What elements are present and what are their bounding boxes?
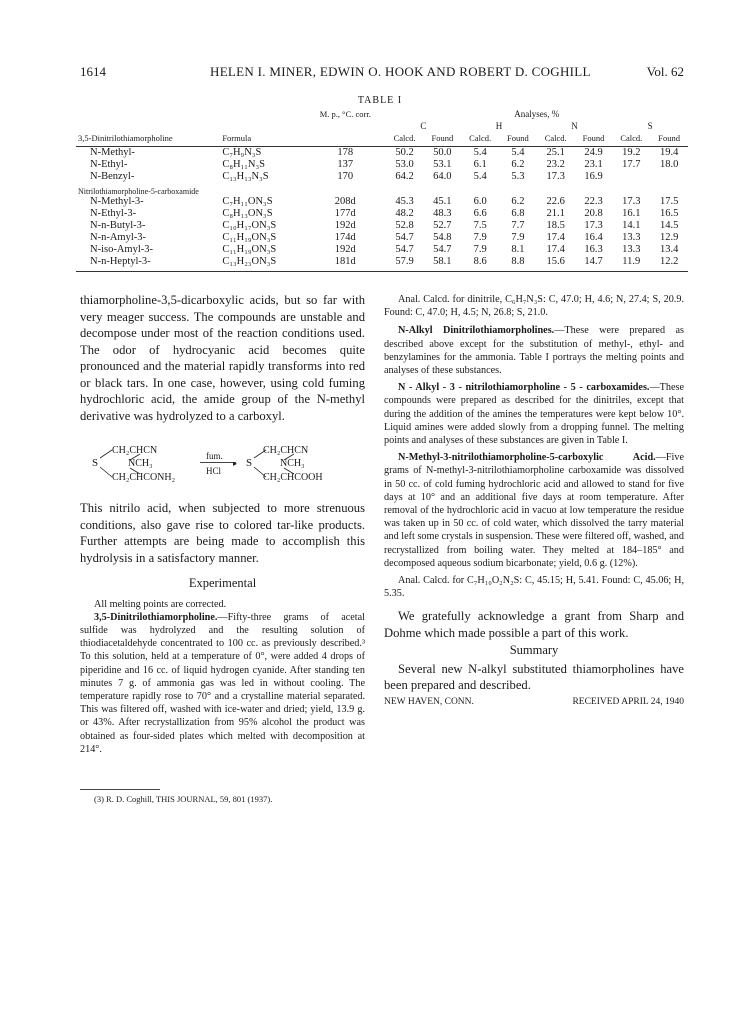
analyses-label: Analyses, % bbox=[514, 109, 560, 119]
value-cell: 178 bbox=[337, 147, 354, 158]
reaction-scheme bbox=[90, 445, 360, 495]
compound-heading: 3,5-Dinitrilothiamorpholine. bbox=[94, 611, 218, 623]
table-row bbox=[76, 232, 688, 244]
table-row bbox=[76, 256, 688, 272]
compound-name: N-n-Heptyl-3- bbox=[76, 256, 220, 272]
scheme-left-bottom: CH₂CHCONH₂ bbox=[112, 472, 176, 483]
value-cell: 137 bbox=[337, 159, 354, 170]
group1-header: 3,5-Dinitrilothiamorpholine bbox=[76, 132, 220, 147]
table-row bbox=[76, 220, 688, 232]
compound-name: N-n-Butyl-3- bbox=[90, 220, 146, 231]
value-cell: 5.4 bbox=[511, 147, 525, 158]
found-header: Found bbox=[575, 132, 613, 147]
formula: C₁₃H₁₃N₃S bbox=[222, 171, 269, 182]
compound-name: N-Ethyl- bbox=[90, 159, 128, 170]
value-cell: 14.1 bbox=[622, 220, 641, 231]
value-cell: 25.1 bbox=[546, 147, 565, 158]
scheme-right-bottom: CH₂CHCOOH bbox=[263, 472, 323, 483]
formula: C₁₁H₁₉ON₃S bbox=[222, 244, 277, 255]
value-cell: 6.8 bbox=[511, 208, 525, 219]
analyses-header bbox=[386, 108, 688, 120]
calcd-header: Calcd. bbox=[386, 132, 424, 147]
table-row bbox=[76, 196, 688, 208]
value-cell: 11.9 bbox=[612, 256, 650, 272]
element-n: N bbox=[571, 121, 578, 131]
value-cell: 24.9 bbox=[584, 147, 603, 158]
value-cell: 45.1 bbox=[433, 196, 452, 207]
value-cell: 181d bbox=[305, 256, 386, 272]
formula: C₁₀H₁₇ON₃S bbox=[222, 220, 277, 231]
formula: C₇H₁₁ON₃S bbox=[222, 196, 273, 207]
value-cell: 7.9 bbox=[473, 232, 487, 243]
paragraph: thiamorpholine-3,5-dicarboxylic acids, but so far with very meager success. The compounds are unstable and decompose under most of the reaction conditions used. The odor of hydrocyanic acid becomes quite pronounced and the material rapidly transforms into red or black tars. In one case, however, using cold fuming hydrochloric acid, the amide group of the N-methyl derivative was hydrolyzed to a carboxyl. bbox=[80, 293, 365, 423]
value-cell: 20.8 bbox=[584, 208, 603, 219]
summary-text: Several new N-alkyl substituted thiamorpholines have been prepared and described. bbox=[384, 661, 684, 693]
value-cell: 19.4 bbox=[659, 147, 679, 158]
left-column bbox=[80, 292, 365, 424]
analysis: Anal. Calcd. for C₇H₁₀O₂N₂S: C, 45.15; H, 5.41. Found: C, 45.06; H, 5.35. bbox=[384, 575, 684, 600]
value-cell: 18.0 bbox=[659, 159, 679, 170]
value-cell: 12.9 bbox=[659, 232, 679, 243]
compound-name: N-n-Amyl-3- bbox=[90, 232, 146, 243]
value-cell: 52.8 bbox=[395, 220, 414, 231]
value-cell: 16.4 bbox=[584, 232, 603, 243]
found-header: Found bbox=[499, 132, 537, 147]
value-cell: 15.6 bbox=[537, 256, 575, 272]
value-cell: 53.0 bbox=[395, 159, 414, 170]
section-heading-summary: Summary bbox=[509, 643, 559, 658]
volume: Vol. 62 bbox=[646, 64, 684, 79]
value-cell: 16.9 bbox=[584, 171, 603, 182]
value-cell: 48.2 bbox=[395, 208, 414, 219]
table-body-carboxamides bbox=[76, 196, 688, 272]
value-cell: 5.4 bbox=[473, 147, 487, 158]
scheme-left-top: CH₂CHCN bbox=[112, 445, 158, 456]
value-cell: 16.5 bbox=[659, 208, 679, 219]
scheme-fum: fum. bbox=[206, 451, 223, 461]
scheme-right-s: S bbox=[246, 457, 253, 469]
subheading: N - Alkyl - 3 - nitrilothiamorpholine - 5 - carboxamides. bbox=[398, 382, 650, 394]
value-cell: 64.0 bbox=[433, 171, 452, 182]
value-cell: 208d bbox=[334, 196, 356, 207]
scheme-right-top: CH₂CHCN bbox=[263, 445, 309, 456]
value-cell: 7.9 bbox=[473, 244, 487, 255]
value-cell: 50.2 bbox=[395, 147, 414, 158]
formula: C₈H₁₁N₃S bbox=[222, 159, 265, 170]
paragraph: All melting points are corrected. bbox=[94, 598, 227, 610]
table-row bbox=[76, 208, 688, 220]
table-title: TABLE I bbox=[357, 95, 403, 106]
value-cell: 50.0 bbox=[433, 147, 452, 158]
element-s: S bbox=[647, 121, 653, 131]
value-cell: 8.6 bbox=[461, 256, 499, 272]
compound-name: N-Ethyl-3- bbox=[90, 208, 137, 219]
calcd-header: Calcd. bbox=[612, 132, 650, 147]
table-body-dinitriles bbox=[76, 147, 688, 184]
section-heading-experimental: Experimental bbox=[188, 576, 257, 590]
value-cell: 12.2 bbox=[650, 256, 688, 272]
scheme-hcl: HCl bbox=[206, 466, 222, 476]
value-cell: 8.8 bbox=[499, 256, 537, 272]
formula: C₁₃H₂₃ON₃S bbox=[220, 256, 305, 272]
paragraph: —Fifty-three grams of acetal sulfide was hydrolyzed and the resulting solution of thiodiacetaldehyde concentrated to 100 cc. as previously described.³ To this solution, held at a temperature of 0°, were added 4 drops of piperidine and 16 cc. of liquid hydrogen cyanide. After standing ten minutes 7 g. of ammonia gas was led in without cooling. The temperature rapidly rose to 70° and a crystalline material separated. This was filtered off, washed with ice-water and dried; yield, 13.9 g. or 43%. After recrystallization from 95% alcohol the product was obtained as four-sided plates which melted with decomposition at 214°. bbox=[80, 611, 365, 755]
left-column-continued bbox=[80, 500, 365, 756]
data-table bbox=[76, 108, 688, 272]
value-cell: 19.2 bbox=[622, 147, 641, 158]
footnote-rule bbox=[80, 789, 160, 790]
authors: HELEN I. MINER, EDWIN O. HOOK AND ROBERT D. COGHILL bbox=[210, 64, 591, 79]
paragraph: —These compounds were prepared as described for the dinitriles, except that during the addition of the amines the temperatures were kept below 10°. Liquid amines were added slowly from a dropping funnel. The melting points and analyses of these substances are given in Table I. bbox=[384, 382, 684, 447]
value-cell: 53.1 bbox=[433, 159, 452, 170]
value-cell: 16.1 bbox=[622, 208, 641, 219]
value-cell: 6.6 bbox=[473, 208, 487, 219]
value-cell: 45.3 bbox=[395, 196, 414, 207]
value-cell: 6.2 bbox=[511, 159, 525, 170]
table-row bbox=[76, 147, 688, 160]
footnote-text: (3) R. D. Coghill, THIS JOURNAL, 59, 801 (1937). bbox=[94, 794, 273, 804]
subheading: N-Methyl-3-nitrilothiamorpholine-5-carboxylic Acid. bbox=[398, 452, 656, 464]
value-cell: 48.3 bbox=[433, 208, 452, 219]
page-number: 1614 bbox=[80, 64, 106, 79]
formula: C₁₁H₁₉ON₃S bbox=[222, 232, 277, 243]
footnote bbox=[80, 794, 365, 805]
value-cell: 6.1 bbox=[473, 159, 487, 170]
value-cell: 14.7 bbox=[575, 256, 613, 272]
value-cell: 14.5 bbox=[659, 220, 679, 231]
value-cell: 170 bbox=[337, 171, 354, 182]
paragraph: This nitrilo acid, when subjected to more strenuous conditions, also gave rise to colored tar-like products. Further attempts are being made to accomplish this hydrolysis in a satisfactory manner. bbox=[80, 501, 365, 565]
value-cell: 57.9 bbox=[386, 256, 424, 272]
value-cell: 17.5 bbox=[659, 196, 679, 207]
value-cell: 23.1 bbox=[584, 159, 603, 170]
value-cell bbox=[650, 171, 688, 183]
acknowledgement: We gratefully acknowledge a grant from Sharp and Dohme which made possible a part of this work. bbox=[384, 609, 684, 640]
value-cell: 17.3 bbox=[622, 196, 641, 207]
value-cell: 21.1 bbox=[546, 208, 565, 219]
compound-name: N-Methyl-3- bbox=[90, 196, 144, 207]
found-header: Found bbox=[424, 132, 462, 147]
table-row bbox=[76, 171, 688, 183]
value-cell: 54.7 bbox=[395, 232, 414, 243]
value-cell: 192d bbox=[334, 220, 356, 231]
formula: C₈H₁₃ON₃S bbox=[222, 208, 273, 219]
scheme-right-mid: NCH₃ bbox=[280, 458, 305, 469]
element-h: H bbox=[495, 121, 503, 131]
compound-name: N-Benzyl- bbox=[90, 171, 135, 182]
mp-header: M. p., °C. corr. bbox=[319, 109, 371, 119]
calcd-header: Calcd. bbox=[461, 132, 499, 147]
right-column bbox=[384, 293, 684, 712]
table-row bbox=[76, 244, 688, 256]
element-c: C bbox=[420, 121, 427, 131]
formula: C₇H₉N₃S bbox=[222, 147, 262, 158]
value-cell: 52.7 bbox=[433, 220, 452, 231]
value-cell: 18.5 bbox=[546, 220, 565, 231]
value-cell: 7.7 bbox=[511, 220, 525, 231]
value-cell: 5.4 bbox=[473, 171, 487, 182]
value-cell: 7.5 bbox=[473, 220, 487, 231]
received-date: RECEIVED APRIL 24, 1940 bbox=[572, 696, 684, 707]
compound-name: N-iso-Amyl-3- bbox=[90, 244, 153, 255]
value-cell: 6.0 bbox=[473, 196, 487, 207]
value-cell: 16.3 bbox=[584, 244, 603, 255]
compound-name: N-Methyl- bbox=[90, 147, 135, 158]
paragraph: —Five grams of N-methyl-3-nitrilothiamorpholine carboxamide was dissolved in 50 cc. of cold fuming hydrochloric acid and allowed to stand for five days at 10° and an additional five days at room temperature. After removal of the hydrochloric acid in vacuo at low temperature the residue was taken up in 50 cc. of cold water, which dissolved the tarry material and left some crystals in suspension. These were filtered off, washed, and recrystallized from boiling water. They melted at 184–185° and decomposed aqueous sodium bicarbonate; yield, 0.6 g. (12%). bbox=[384, 452, 684, 569]
value-cell: 7.9 bbox=[511, 232, 525, 243]
scheme-left-s: S bbox=[92, 457, 99, 469]
value-cell: 8.1 bbox=[511, 244, 525, 255]
value-cell: 6.2 bbox=[511, 196, 525, 207]
table-row bbox=[76, 159, 688, 171]
value-cell: 23.2 bbox=[546, 159, 565, 170]
formula-header: Formula bbox=[220, 132, 305, 147]
value-cell: 13.3 bbox=[622, 244, 641, 255]
value-cell: 54.8 bbox=[433, 232, 452, 243]
group2-header: Nitrilothiamorpholine-5-carboxamide bbox=[78, 187, 199, 196]
value-cell: 64.2 bbox=[395, 171, 414, 182]
value-cell: 17.4 bbox=[546, 244, 565, 255]
value-cell: 17.4 bbox=[546, 232, 565, 243]
value-cell: 177d bbox=[334, 208, 356, 219]
place: NEW HAVEN, CONN. bbox=[384, 696, 474, 707]
value-cell: 22.3 bbox=[584, 196, 603, 207]
value-cell: 13.3 bbox=[622, 232, 641, 243]
value-cell: 192d bbox=[334, 244, 356, 255]
found-header: Found bbox=[650, 132, 688, 147]
value-cell bbox=[612, 171, 650, 183]
value-cell: 5.3 bbox=[511, 171, 525, 182]
analysis: Anal. Calcd. for dinitrile, C₆H₇N₃S: C, 47.0; H, 4.6; N, 27.4; S, 20.9. Found: C, 47.0; H, 4.5; N, 26.8; S, 21.0. bbox=[384, 294, 684, 319]
arrow-head-icon: ▸ bbox=[233, 459, 238, 468]
scheme-bonds bbox=[90, 445, 360, 495]
value-cell: 58.1 bbox=[424, 256, 462, 272]
value-cell: 17.7 bbox=[622, 159, 641, 170]
value-cell: 17.3 bbox=[546, 171, 565, 182]
paragraph: —These were prepared as described above except for the substitution of methyl-, ethyl- and benzylamines for the ammonia. Table I portrays the melting points and analyses of these substances. bbox=[384, 325, 684, 377]
scheme-left-mid: NCH₃ bbox=[128, 458, 153, 469]
value-cell: 13.4 bbox=[659, 244, 679, 255]
value-cell: 54.7 bbox=[433, 244, 452, 255]
value-cell: 174d bbox=[334, 232, 356, 243]
value-cell: 17.3 bbox=[584, 220, 603, 231]
calcd-header: Calcd. bbox=[537, 132, 575, 147]
value-cell: 54.7 bbox=[395, 244, 414, 255]
value-cell: 22.6 bbox=[546, 196, 565, 207]
subheading: N-Alkyl Dinitrilothiamorpholines. bbox=[398, 325, 555, 337]
